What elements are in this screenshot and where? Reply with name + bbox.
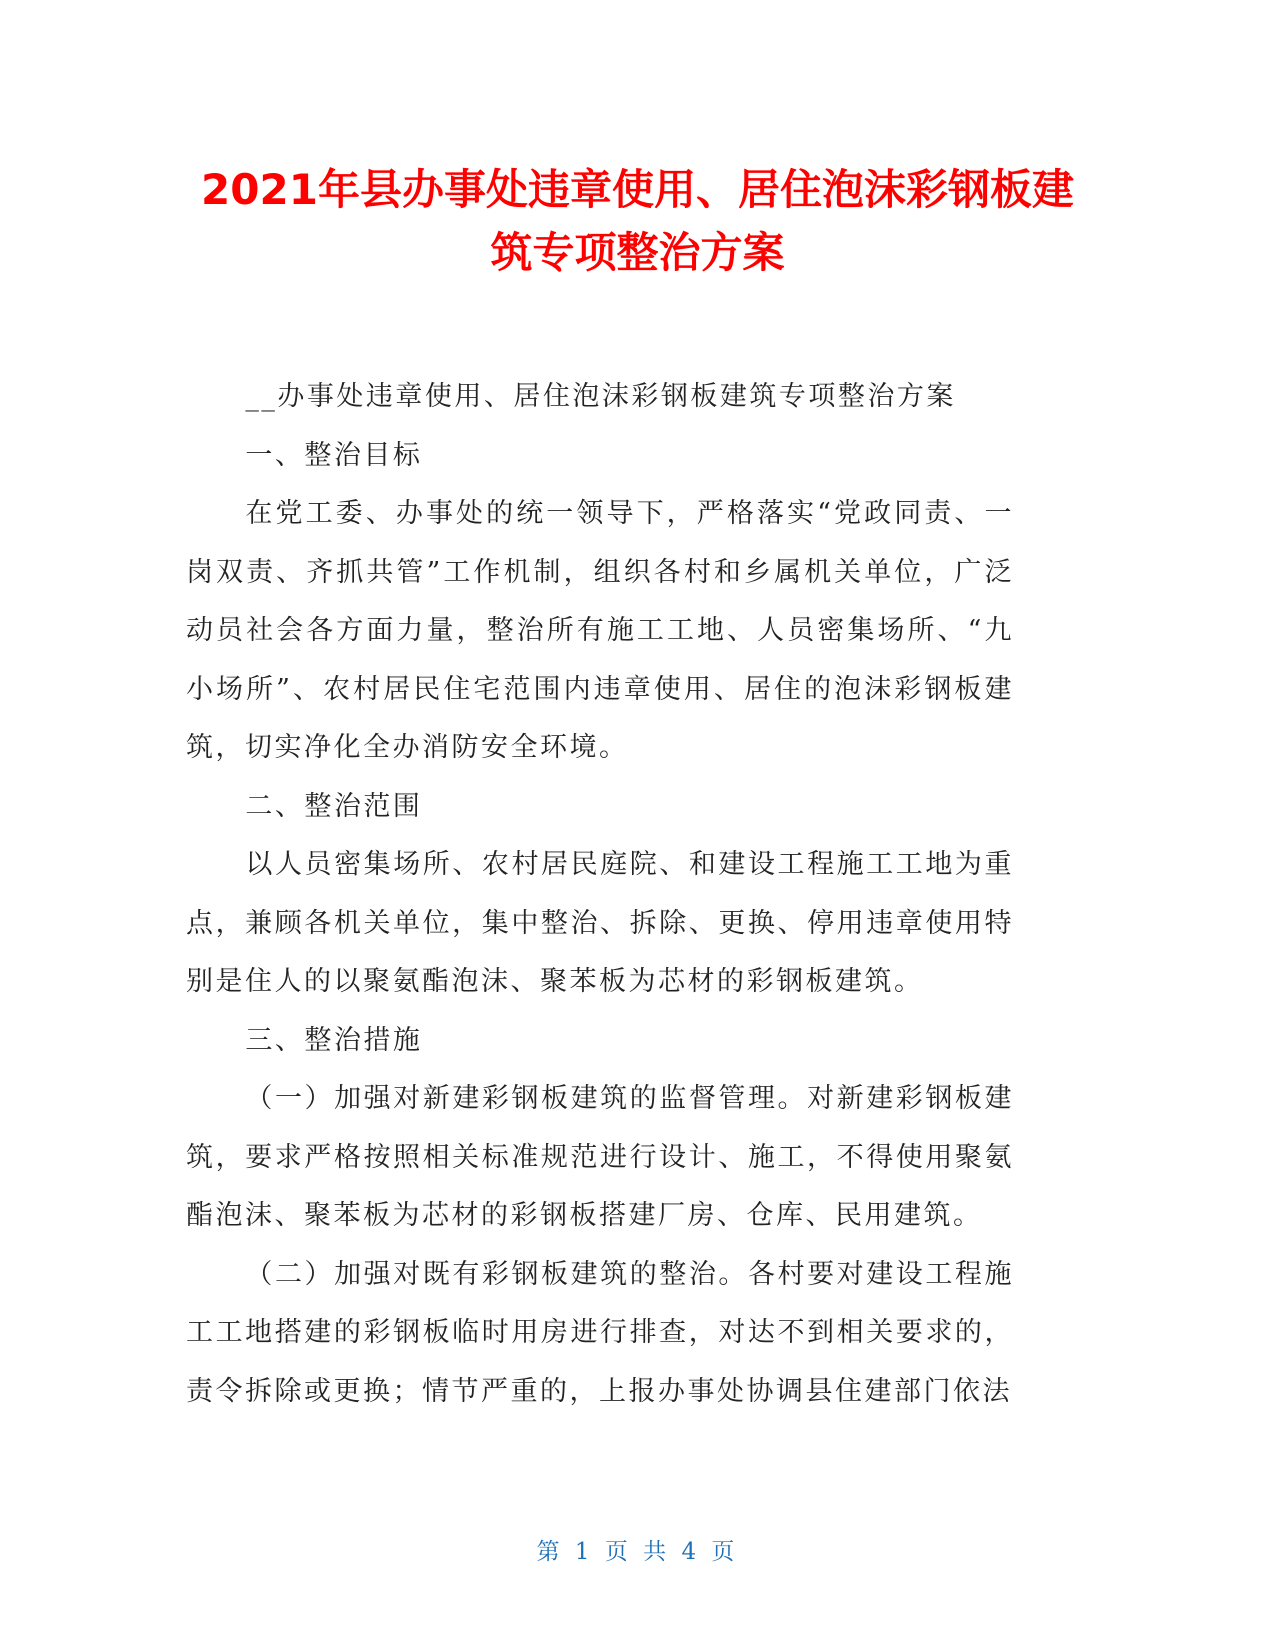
body-paragraph: 在党工委、办事处的统一领导下，严格落实“党政同责、一岗双责、齐抓共管”工作机制，组织各村和乡属机关单位，广泛动员社会各方面力量，整治所有施工工地、人员密集场所、“九小场所”、农村居民住宅范围内违章使用、居住的泡沫彩钢板建筑，切实净化全办消防安全环境。: [186, 498, 1014, 763]
body-paragraph: （二）加强对既有彩钢板建筑的整治。各村要对建设工程施工工地搭建的彩钢板临时用房进行排查，对达不到相关要求的，责令拆除或更换；情节严重的，上报办事处协调县住建部门依法: [186, 1258, 1014, 1407]
section-heading-goal: 一、整治目标: [245, 439, 423, 471]
subtitle-paragraph: __办事处违章使用、居住泡沫彩钢板建筑专项整治方案: [245, 381, 956, 412]
title-line-2: 筑专项整治方案: [490, 228, 785, 277]
title-line-1: 2021年县办事处违章使用、居住泡沫彩钢板建: [201, 165, 1074, 214]
document-body: [186, 368, 1014, 1421]
body-paragraph: （一）加强对新建彩钢板建筑的监督管理。对新建彩钢板建筑，要求严格按照相关标准规范进行设计、施工，不得使用聚氨酯泡沫、聚苯板为芯材的彩钢板搭建厂房、仓库、民用建筑。: [186, 1083, 1014, 1231]
document-title: [150, 158, 1125, 284]
section-heading-measures: 三、整治措施: [245, 1024, 423, 1056]
section-heading-scope: 二、整治范围: [245, 790, 423, 822]
page-number-footer: 第 1 页 共 4 页: [536, 1539, 739, 1565]
body-paragraph: 以人员密集场所、农村居民庭院、和建设工程施工工地为重点，兼顾各机关单位，集中整治、拆除、更换、停用违章使用特别是住人的以聚氨酯泡沫、聚苯板为芯材的彩钢板建筑。: [186, 849, 1014, 997]
